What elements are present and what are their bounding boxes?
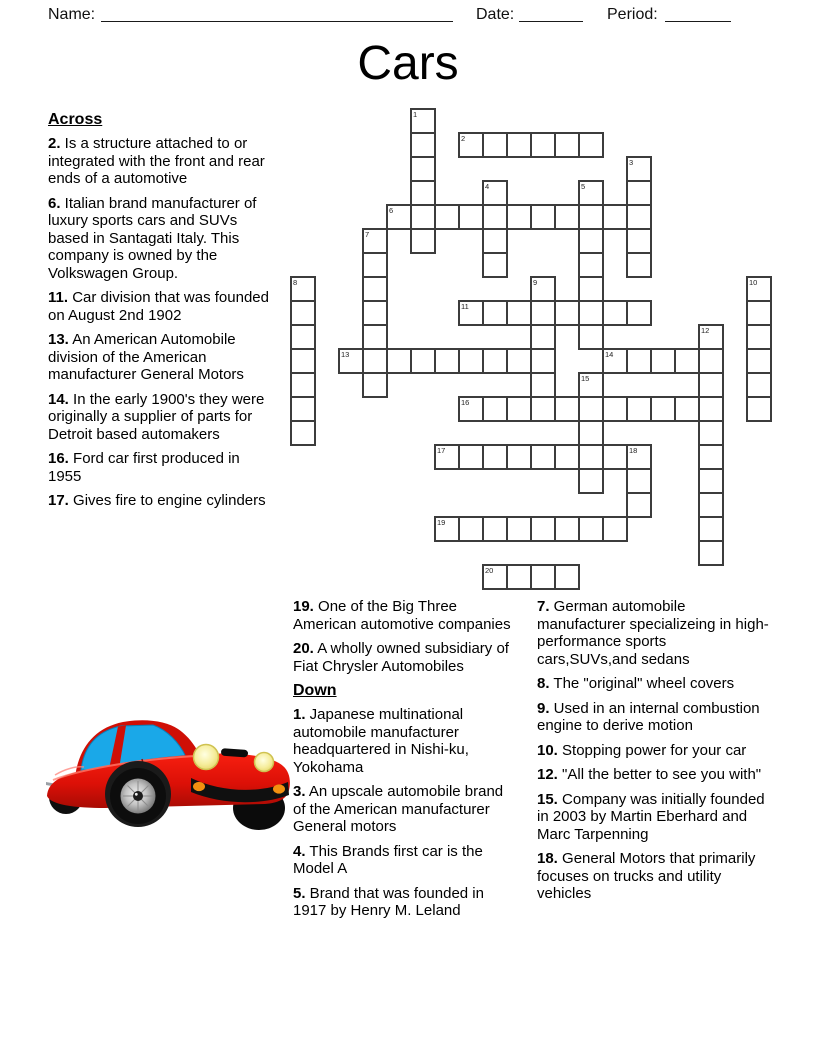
grid-cell[interactable] <box>698 492 724 518</box>
grid-cell[interactable] <box>602 516 628 542</box>
grid-cell[interactable] <box>458 204 484 230</box>
grid-cell[interactable] <box>578 420 604 446</box>
grid-cell[interactable] <box>482 228 508 254</box>
period-input-line[interactable] <box>665 4 731 22</box>
grid-cell[interactable] <box>626 156 652 182</box>
grid-cell[interactable] <box>410 108 436 134</box>
grid-cell[interactable] <box>578 396 604 422</box>
grid-cell[interactable] <box>626 180 652 206</box>
grid-cell[interactable] <box>698 516 724 542</box>
grid-cell-number: 16 <box>461 398 470 407</box>
grid-cell[interactable] <box>506 348 532 374</box>
grid-cell[interactable] <box>434 516 460 542</box>
grid-cell[interactable] <box>626 252 652 278</box>
grid-cell[interactable] <box>386 204 412 230</box>
date-label: Date: <box>476 6 515 23</box>
grid-cell[interactable] <box>482 180 508 206</box>
grid-cell[interactable] <box>506 564 532 590</box>
grid-cell-number: 17 <box>437 446 446 455</box>
grid-cell[interactable] <box>458 132 484 158</box>
grid-cell-number: 5 <box>581 182 586 191</box>
grid-cell[interactable] <box>434 204 460 230</box>
grid-cell[interactable] <box>746 348 772 374</box>
grid-cell-number: 10 <box>749 278 758 287</box>
across-header: Across <box>48 111 103 128</box>
clue-number: 6. <box>48 194 61 212</box>
grid-cell[interactable] <box>530 300 556 326</box>
grid-cell[interactable] <box>458 348 484 374</box>
grid-cell[interactable] <box>362 324 388 350</box>
grid-cell[interactable] <box>434 348 460 374</box>
clue-number: 15. <box>537 790 558 808</box>
grid-cell-number: 8 <box>293 278 298 287</box>
grid-cell[interactable] <box>554 204 580 230</box>
grid-cell[interactable] <box>554 132 580 158</box>
grid-cell[interactable] <box>698 540 724 566</box>
grid-cell[interactable] <box>290 420 316 446</box>
grid-cell[interactable] <box>458 444 484 470</box>
clue-number: 11. <box>48 289 69 306</box>
grid-cell[interactable] <box>578 204 604 230</box>
grid-cell[interactable] <box>698 372 724 398</box>
grid-cell-number: 2 <box>461 134 466 143</box>
clue-across-6: 6. Italian brand manufacturer of luxury sports cars and SUVs based in Santagati Italy. This company is owned by the Volkswagen Group. <box>48 194 257 282</box>
grid-cell[interactable] <box>530 444 556 470</box>
clue-across-2: 2. Is a structure attached to or integrated with the front and rear ends of a automotive <box>48 135 265 187</box>
grid-cell[interactable] <box>626 228 652 254</box>
grid-cell[interactable] <box>554 300 580 326</box>
grid-cell[interactable] <box>602 444 628 470</box>
clue-across-16: 16. Ford car first produced in 1955 <box>48 450 240 485</box>
grid-cell-number: 4 <box>485 182 490 191</box>
grid-cell[interactable] <box>554 444 580 470</box>
grid-cell[interactable] <box>482 204 508 230</box>
grid-cell[interactable] <box>362 252 388 278</box>
down-clues-head-list <box>293 706 513 920</box>
clue-number: 8. <box>537 675 550 692</box>
grid-cell[interactable] <box>434 444 460 470</box>
car-headlight-left <box>194 745 219 770</box>
clue-number: 13. <box>48 331 69 348</box>
clue-down-7: 7. German automobile manufacturer specializeing in high-performance sports cars,SUVs,and sedans <box>537 598 769 668</box>
clue-down-18: 18. General Motors that primarily focuses on trucks and utility vehicles <box>537 850 756 902</box>
grid-cell[interactable] <box>578 324 604 350</box>
grid-cell[interactable] <box>698 420 724 446</box>
grid-cell[interactable] <box>482 252 508 278</box>
grid-cell[interactable] <box>650 348 676 374</box>
grid-cell[interactable] <box>626 444 652 470</box>
grid-cell[interactable] <box>458 516 484 542</box>
grid-cell[interactable] <box>458 300 484 326</box>
grid-cell[interactable] <box>290 372 316 398</box>
clue-down-8: 8. The "original" wheel covers <box>537 675 735 692</box>
grid-cell[interactable] <box>626 468 652 494</box>
name-label: Name: <box>48 6 96 23</box>
clue-number: 4. <box>293 842 306 860</box>
grid-cell[interactable] <box>530 132 556 158</box>
clue-number: 12. <box>537 766 558 783</box>
grid-cell[interactable] <box>410 180 436 206</box>
grid-cell[interactable] <box>602 348 628 374</box>
grid-cell[interactable] <box>290 276 316 302</box>
grid-cell[interactable] <box>290 324 316 350</box>
clue-down-1: 1. Japanese multinational automobile manufacturer headquartered in Nishi-ku, Yokohama <box>293 706 469 776</box>
grid-cell[interactable] <box>482 516 508 542</box>
grid-cell[interactable] <box>602 204 628 230</box>
crossword-grid <box>290 108 798 616</box>
grid-cell[interactable] <box>530 348 556 374</box>
grid-cell-number: 1 <box>413 110 418 119</box>
grid-cell-number: 18 <box>629 446 638 455</box>
grid-cell[interactable] <box>530 396 556 422</box>
grid-cell[interactable] <box>698 348 724 374</box>
period-label: Period: <box>607 6 658 23</box>
grid-cell[interactable] <box>554 396 580 422</box>
clue-down-15: 15. Company was initially founded in 2003 by Martin Eberhard and Marc Tarpenning <box>537 790 765 843</box>
grid-cell[interactable] <box>530 516 556 542</box>
clue-down-4: 4. This Brands first car is the Model A <box>293 842 483 877</box>
across-clues-list <box>48 135 276 510</box>
grid-cell[interactable] <box>554 564 580 590</box>
grid-cell-number: 6 <box>389 206 394 215</box>
grid-cell[interactable] <box>578 132 604 158</box>
page-title: Cars <box>357 37 459 90</box>
grid-cell[interactable] <box>482 396 508 422</box>
car-illustration <box>45 698 291 838</box>
grid-cell[interactable] <box>626 396 652 422</box>
clue-down-9: 9. Used in an internal combustion engine to derive motion <box>537 699 760 734</box>
grid-cell[interactable] <box>746 396 772 422</box>
clue-number: 10. <box>537 741 558 759</box>
clue-number: 16. <box>48 450 69 467</box>
grid-cell[interactable] <box>362 372 388 398</box>
middle-clues-column <box>293 598 513 927</box>
clue-across-11: 11. Car division that was founded on August 2nd 1902 <box>48 289 269 324</box>
clue-number: 19. <box>293 598 314 615</box>
clue-across-19: 19. One of the Big Three American automotive companies <box>293 598 511 633</box>
grid-cell[interactable] <box>290 348 316 374</box>
grid-cell[interactable] <box>362 228 388 254</box>
grid-cell[interactable] <box>290 300 316 326</box>
name-input-line[interactable] <box>101 4 453 22</box>
clue-number: 9. <box>537 699 550 717</box>
clue-across-17: 17. Gives fire to engine cylinders <box>48 492 266 509</box>
grid-cell[interactable] <box>362 348 388 374</box>
grid-cell[interactable] <box>578 444 604 470</box>
grid-cell[interactable] <box>482 300 508 326</box>
clue-down-12: 12. "All the better to see you with" <box>537 766 762 783</box>
grid-cell[interactable] <box>338 348 364 374</box>
grid-cell[interactable] <box>482 564 508 590</box>
down-header: Down <box>293 682 337 699</box>
grid-cell[interactable] <box>698 324 724 350</box>
grid-cell[interactable] <box>698 468 724 494</box>
grid-cell[interactable] <box>410 132 436 158</box>
date-input-line[interactable] <box>519 4 583 22</box>
grid-cell[interactable] <box>698 396 724 422</box>
grid-cell[interactable] <box>578 180 604 206</box>
grid-cell[interactable] <box>506 204 532 230</box>
grid-cell[interactable] <box>674 348 700 374</box>
grid-cell[interactable] <box>482 348 508 374</box>
grid-cell-number: 20 <box>485 566 494 575</box>
clue-number: 3. <box>293 783 306 800</box>
car-indicator-left <box>193 782 205 791</box>
grid-cell[interactable] <box>410 348 436 374</box>
grid-cell[interactable] <box>674 396 700 422</box>
car-indicator-right <box>273 784 285 793</box>
grid-cell[interactable] <box>482 132 508 158</box>
car-headlight-right <box>255 753 274 772</box>
down-clues-tail-list <box>537 598 770 903</box>
grid-cell-number: 3 <box>629 158 634 167</box>
grid-cell[interactable] <box>410 204 436 230</box>
grid-cell[interactable] <box>506 444 532 470</box>
grid-cell[interactable] <box>602 300 628 326</box>
grid-cell[interactable] <box>554 516 580 542</box>
grid-cell[interactable] <box>506 300 532 326</box>
across-clues-column <box>48 111 276 517</box>
clue-number: 1. <box>293 706 306 723</box>
grid-cell-number: 12 <box>701 326 710 335</box>
grid-cell[interactable] <box>530 204 556 230</box>
grid-cell[interactable] <box>578 252 604 278</box>
grid-cell-number: 7 <box>365 230 370 239</box>
grid-cell[interactable] <box>578 372 604 398</box>
clue-number: 17. <box>48 492 69 509</box>
grid-cell[interactable] <box>410 156 436 182</box>
grid-cell[interactable] <box>626 204 652 230</box>
grid-cell[interactable] <box>530 372 556 398</box>
grid-cell[interactable] <box>410 228 436 254</box>
clue-number: 5. <box>293 884 306 902</box>
grid-cell[interactable] <box>290 396 316 422</box>
grid-cell[interactable] <box>746 324 772 350</box>
grid-cell[interactable] <box>578 276 604 302</box>
grid-cell-number: 11 <box>461 302 469 311</box>
grid-cell[interactable] <box>458 396 484 422</box>
grid-cell-number: 19 <box>437 518 446 527</box>
grid-cell[interactable] <box>578 516 604 542</box>
grid-cell[interactable] <box>602 396 628 422</box>
grid-cell[interactable] <box>650 396 676 422</box>
across-clues-tail-list <box>293 598 513 675</box>
grid-cell[interactable] <box>578 468 604 494</box>
grid-cell[interactable] <box>530 564 556 590</box>
clue-across-13: 13. An American Automobile division of the American manufacturer General Motors <box>48 331 244 383</box>
clue-number: 2. <box>48 135 61 152</box>
grid-cell[interactable] <box>506 516 532 542</box>
grid-cell[interactable] <box>362 300 388 326</box>
grid-cell[interactable] <box>626 492 652 518</box>
clue-down-10: 10. Stopping power for your car <box>537 741 747 759</box>
clue-number: 14. <box>48 390 69 408</box>
grid-cell[interactable] <box>746 372 772 398</box>
grid-cell[interactable] <box>746 300 772 326</box>
grid-cell[interactable] <box>698 444 724 470</box>
grid-cell[interactable] <box>530 324 556 350</box>
clue-across-14: 14. In the early 1900's they were originally a supplier of parts for Detroit based automakers <box>48 390 265 443</box>
grid-cell[interactable] <box>506 132 532 158</box>
grid-cell[interactable] <box>578 300 604 326</box>
grid-cell[interactable] <box>626 348 652 374</box>
clue-number: 20. <box>293 640 314 657</box>
grid-cell-number: 13 <box>341 350 350 359</box>
grid-cell[interactable] <box>506 396 532 422</box>
grid-cell[interactable] <box>482 444 508 470</box>
clue-number: 18. <box>537 850 558 867</box>
grid-cell[interactable] <box>626 300 652 326</box>
grid-cell[interactable] <box>746 276 772 302</box>
clue-down-3: 3. An upscale automobile brand of the American manufacturer General motors <box>293 783 504 835</box>
grid-cell[interactable] <box>362 276 388 302</box>
clue-number: 7. <box>537 598 550 615</box>
grid-cell[interactable] <box>386 348 412 374</box>
grid-cell-number: 9 <box>533 278 538 287</box>
grid-cell[interactable] <box>530 276 556 302</box>
down-clues-column <box>537 598 770 910</box>
car-middle-wheel <box>105 761 171 827</box>
grid-cell[interactable] <box>578 228 604 254</box>
grid-cell-number: 15 <box>581 374 590 383</box>
grid-cell-number: 14 <box>605 350 614 359</box>
clue-down-5: 5. Brand that was founded in 1917 by Henry M. Leland <box>293 884 484 919</box>
clue-across-20: 20. A wholly owned subsidiary of Fiat Chrysler Automobiles <box>293 640 509 675</box>
